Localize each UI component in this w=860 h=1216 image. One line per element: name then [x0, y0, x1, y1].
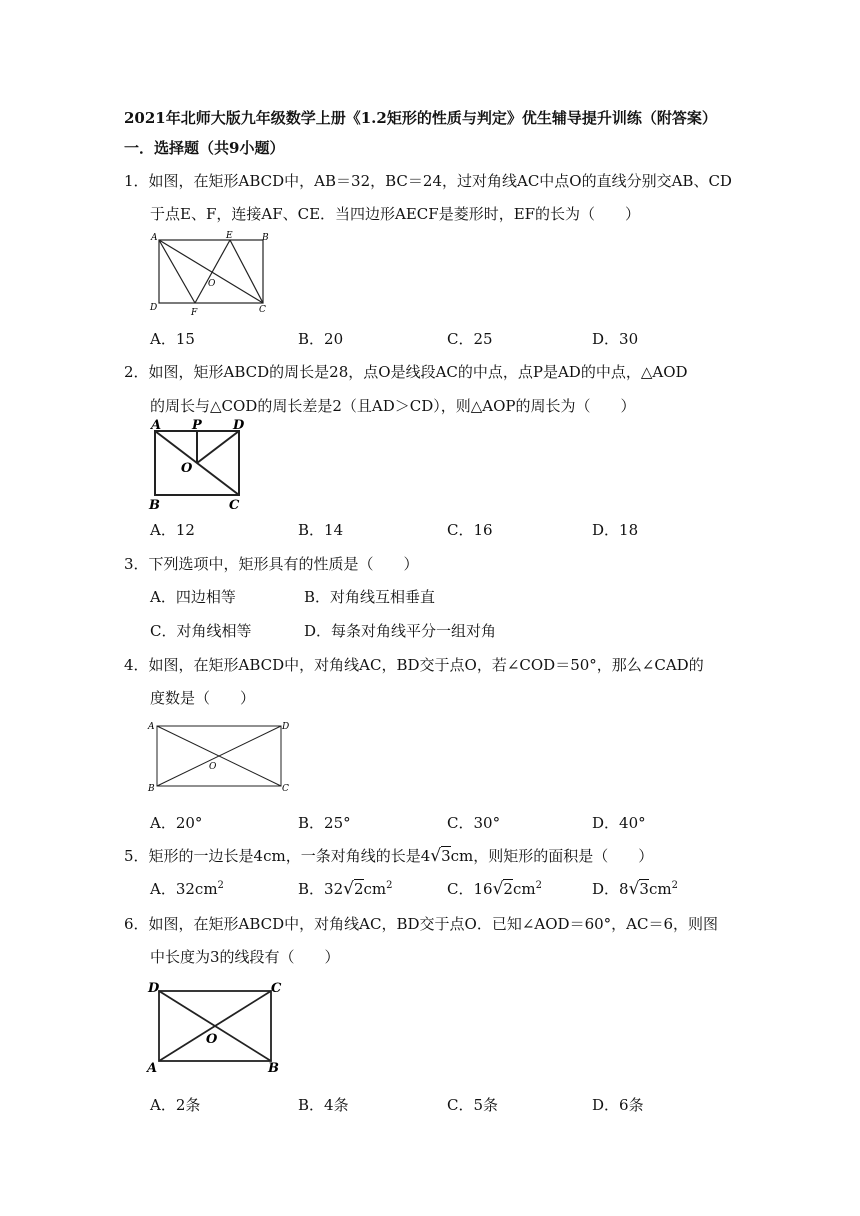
question-4-option-d[interactable]: D．40°: [592, 814, 646, 832]
question-2-option-a[interactable]: A．12: [150, 521, 195, 539]
question-2-option-c[interactable]: C．16: [447, 521, 493, 539]
fig2-label-b: B: [149, 498, 160, 512]
question-1-line-2: 于点E、F，连接AF、CE．当四边形AECF是菱形时，EF的长为（ ）: [150, 205, 641, 223]
option-unit: cm: [363, 880, 387, 898]
question-6-option-c[interactable]: C．5条: [447, 1096, 499, 1114]
fig2-label-p: P: [192, 418, 202, 433]
question-6-figure: [142, 975, 292, 1075]
radical-sign: √: [492, 879, 504, 899]
question-3-option-a[interactable]: A．四边相等: [150, 588, 236, 606]
option-text: B．32: [298, 880, 344, 898]
fig4-label-o: O: [209, 762, 217, 772]
question-6-line-2: 中长度为3的线段有（ ）: [150, 948, 340, 966]
question-4-option-b[interactable]: B．25°: [298, 814, 351, 832]
option-exponent: 2: [217, 880, 224, 891]
fig1-label-f: F: [191, 308, 198, 318]
fig6-label-b: B: [268, 1061, 279, 1075]
question-2-line-2: 的周长与△COD的周长差是2（且AD＞CD），则△AOP的周长为（ ）: [150, 397, 636, 415]
question-5-line-1: [124, 845, 653, 866]
question-1-option-c[interactable]: C．25: [447, 330, 493, 348]
question-1-option-a[interactable]: A．15: [150, 330, 195, 348]
fig6-label-a: A: [147, 1061, 158, 1075]
fig4-label-c: C: [282, 784, 289, 794]
radical-sign: √: [343, 879, 354, 899]
question-4-option-a[interactable]: A．20°: [150, 814, 203, 832]
question-1-option-d[interactable]: D．30: [592, 330, 639, 348]
fig1-label-o: O: [208, 279, 216, 289]
question-4-line-1: 4．如图，在矩形ABCD中，对角线AC，BD交于点O，若∠COD＝50°，那么∠CAD的: [124, 656, 704, 674]
fig2-label-a: A: [151, 418, 162, 433]
fig1-label-e: E: [226, 231, 233, 241]
question-5-text-b: cm，则矩形的面积是（ ）: [450, 847, 654, 865]
question-5-option-b[interactable]: [298, 878, 393, 899]
question-3-line-1: 3．下列选项中，矩形具有的性质是（ ）: [124, 555, 419, 573]
question-5-text-a: 5．矩形的一边长是4cm，一条对角线的长是4: [124, 847, 431, 865]
radical-sign: √: [628, 879, 640, 899]
question-6-line-1: 6．如图，在矩形ABCD中，对角线AC，BD交于点O．已知∠AOD＝60°，AC＝6，则图: [124, 915, 719, 933]
fig1-label-a: A: [151, 233, 158, 243]
question-2-option-b[interactable]: B．14: [298, 521, 344, 539]
option-text: D．8: [592, 880, 629, 898]
fig4-label-d: D: [282, 722, 290, 732]
question-5-option-d[interactable]: [592, 878, 678, 899]
question-2-option-d[interactable]: D．18: [592, 521, 639, 539]
fig1-label-b: B: [262, 233, 269, 243]
question-3-option-c[interactable]: C．对角线相等: [150, 622, 252, 640]
option-unit: cm: [648, 880, 672, 898]
fig4-label-b: B: [148, 784, 155, 794]
question-4-option-c[interactable]: C．30°: [447, 814, 501, 832]
question-6-option-d[interactable]: D．6条: [592, 1096, 644, 1114]
option-unit: cm: [512, 880, 536, 898]
fig2-label-d: D: [233, 418, 245, 433]
fig6-label-c: C: [271, 981, 282, 996]
question-2-line-1: 2．如图，矩形ABCD的周长是28，点O是线段AC的中点，点P是AD的中点，△AOD: [124, 363, 688, 381]
radicand: 2: [503, 880, 513, 898]
radicand: 3: [639, 880, 649, 898]
question-5-option-c[interactable]: [447, 878, 542, 899]
question-5-option-a[interactable]: [150, 878, 224, 899]
question-4-figure: [145, 716, 295, 796]
fig6-label-d: D: [148, 981, 160, 996]
radicand: 3: [441, 847, 451, 865]
fig1-label-d: D: [150, 303, 158, 313]
option-text: A．32cm: [150, 880, 218, 898]
option-text: C．16: [447, 880, 493, 898]
question-4-line-2: 度数是（ ）: [150, 689, 256, 707]
option-exponent: 2: [671, 880, 678, 891]
question-3-option-d[interactable]: D．每条对角线平分一组对角: [304, 622, 497, 640]
radical-sign: √: [430, 846, 442, 866]
option-exponent: 2: [386, 880, 393, 891]
question-1-option-b[interactable]: B．20: [298, 330, 344, 348]
radicand: 2: [353, 880, 364, 898]
question-6-option-b[interactable]: B．4条: [298, 1096, 349, 1114]
fig2-label-c: C: [229, 498, 240, 512]
fig4-label-a: A: [148, 722, 155, 732]
question-2-figure: [145, 417, 255, 512]
fig2-label-o: O: [181, 461, 193, 476]
option-exponent: 2: [535, 880, 542, 891]
document-title: 2021年北师大版九年级数学上册《1.2矩形的性质与判定》优生辅导提升训练（附答案）: [124, 109, 717, 127]
question-6-option-a[interactable]: A．2条: [150, 1096, 201, 1114]
question-1-line-1: 1．如图，在矩形ABCD中，AB＝32，BC＝24，过对角线AC中点O的直线分别交AB、CD: [124, 172, 732, 190]
fig1-label-c: C: [259, 305, 266, 315]
section-heading: 一．选择题（共9小题）: [124, 139, 285, 157]
fig6-label-o: O: [206, 1032, 218, 1047]
question-3-option-b[interactable]: B．对角线互相垂直: [304, 588, 436, 606]
question-1-figure: [146, 228, 276, 320]
